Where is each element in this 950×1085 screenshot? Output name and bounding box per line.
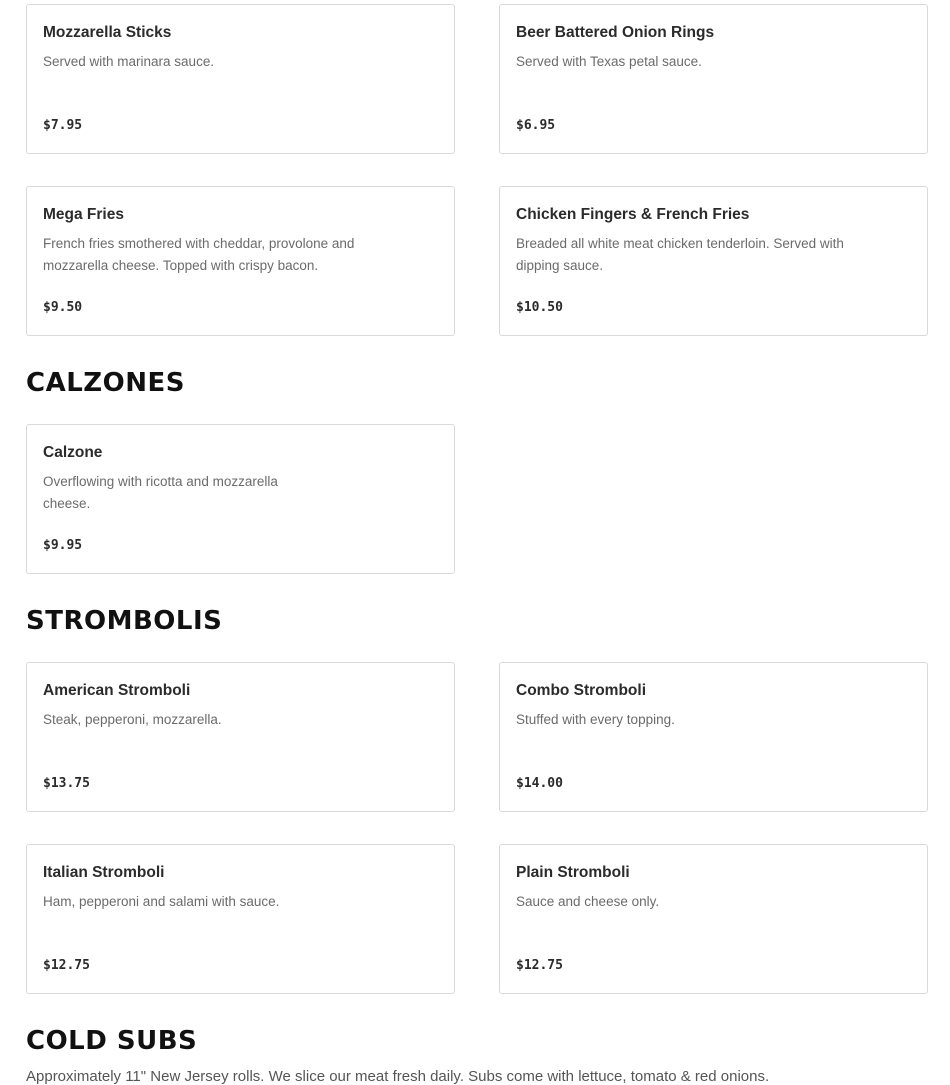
menu-item-description: Sauce and cheese only. <box>516 894 660 909</box>
menu-item-card[interactable] <box>499 186 928 336</box>
menu-item-name: Plain Stromboli <box>516 864 630 881</box>
menu-item-price: $7.95 <box>43 118 83 133</box>
menu-item-price: $12.75 <box>43 958 90 973</box>
menu-item-card[interactable] <box>26 844 455 994</box>
menu-item-description: Stuffed with every topping. <box>516 712 675 727</box>
menu-item-description: Ham, pepperoni and salami with sauce. <box>43 894 280 909</box>
menu-item-name: American Stromboli <box>43 682 191 699</box>
menu-item-description: Served with marinara sauce. <box>43 54 215 69</box>
menu-item-card[interactable] <box>499 662 928 812</box>
menu-item-price: $12.75 <box>516 958 563 973</box>
menu-item-price: $14.00 <box>516 776 563 791</box>
menu-item-name: Combo Stromboli <box>516 682 647 699</box>
menu-item-price: $9.95 <box>43 538 83 553</box>
menu-item-price: $10.50 <box>516 300 563 315</box>
menu-item-price: $6.95 <box>516 118 556 133</box>
menu-item-description: Breaded all white meat chicken tenderloin. Served with dipping sauce. <box>516 236 844 273</box>
menu-item-price: $9.50 <box>43 300 83 315</box>
menu-item-description: French fries smothered with cheddar, provolone and mozzarella cheese. Topped with crispy bacon. <box>43 236 355 273</box>
menu-item-name: Italian Stromboli <box>43 864 165 881</box>
menu-item-name: Mozzarella Sticks <box>43 24 172 41</box>
menu-item-price: $13.75 <box>43 776 90 791</box>
menu-item-card[interactable] <box>26 662 455 812</box>
menu-item-description: Served with Texas petal sauce. <box>516 54 702 69</box>
section-title-cold-subs: COLD SUBS <box>26 1026 198 1056</box>
menu-item-card[interactable] <box>499 4 928 154</box>
menu-item-description: Steak, pepperoni, mozzarella. <box>43 712 222 727</box>
menu-item-card[interactable] <box>499 844 928 994</box>
menu-item-description: Overflowing with ricotta and mozzarella cheese. <box>43 474 278 511</box>
menu-item-name: Chicken Fingers & French Fries <box>516 206 750 223</box>
menu-item-card[interactable] <box>26 424 455 574</box>
section-title-calzones: CALZONES <box>26 368 185 398</box>
menu-item-card[interactable] <box>26 186 455 336</box>
menu-item-name: Beer Battered Onion Rings <box>516 24 715 41</box>
menu-item-name: Calzone <box>43 444 103 461</box>
section-description: Approximately 11" New Jersey rolls. We slice our meat fresh daily. Subs come with lettuce, tomato & red onions. <box>26 1068 770 1085</box>
menu-item-name: Mega Fries <box>43 206 124 223</box>
menu-item-card[interactable] <box>26 4 455 154</box>
section-title-strombolis: STROMBOLIS <box>26 606 223 636</box>
